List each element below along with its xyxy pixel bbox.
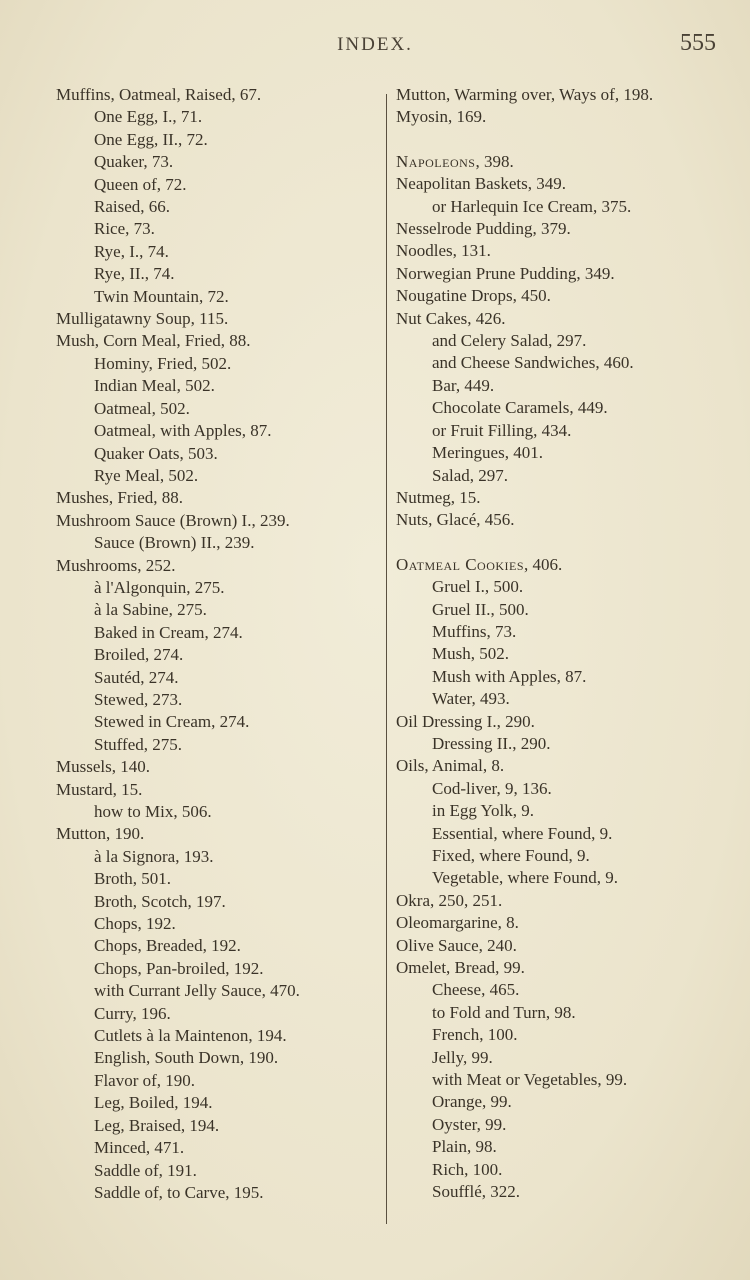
index-subentry: Indian Meal, 502. — [94, 376, 215, 396]
index-subentry: Soufflé, 322. — [432, 1182, 520, 1202]
index-subentry: and Celery Salad, 297. — [432, 331, 587, 351]
index-subentry: à la Sabine, 275. — [94, 600, 207, 620]
index-entry: Mutton, 190. — [56, 824, 145, 844]
index-entry: Olive Sauce, 240. — [396, 935, 517, 955]
index-entry: Oil Dressing I., 290. — [396, 711, 535, 731]
section-gap — [396, 129, 726, 151]
index-subentry: Gruel I., 500. — [432, 577, 524, 597]
index-subentry: Jelly, 99. — [432, 1047, 493, 1067]
index-entry: Myosin, 169. — [396, 107, 487, 127]
index-entry: Mustard, 15. — [56, 779, 143, 799]
index-subentry: Chops, Breaded, 192. — [94, 936, 241, 956]
index-column-right — [396, 84, 726, 1204]
index-subentry: Oatmeal, 502. — [94, 398, 190, 418]
index-subentry: Mush, 502. — [432, 644, 509, 664]
index-subentry: with Currant Jelly Sauce, 470. — [94, 981, 300, 1001]
index-subentry: Cheese, 465. — [432, 980, 520, 1000]
index-subentry: Cod-liver, 9, 136. — [432, 778, 552, 798]
index-subentry: and Cheese Sandwiches, 460. — [432, 353, 634, 373]
index-entry: Mutton, Warming over, Ways of, 198. — [396, 85, 654, 104]
index-subentry: Salad, 297. — [432, 465, 509, 485]
index-entry: Oleomargarine, 8. — [396, 913, 519, 933]
index-subentry: Rye Meal, 502. — [94, 465, 199, 485]
index-entry: Omelet, Bread, 99. — [396, 958, 525, 978]
index-subentry: Broth, Scotch, 197. — [94, 891, 226, 911]
index-subentry: Broiled, 274. — [94, 645, 184, 665]
index-subentry: Chops, Pan-broiled, 192. — [94, 958, 264, 978]
index-subentry: Bar, 449. — [432, 375, 495, 395]
index-subentry: Sautéd, 274. — [94, 667, 179, 687]
index-subentry: Flavor of, 190. — [94, 1070, 196, 1090]
index-subentry: Chocolate Caramels, 449. — [432, 398, 608, 418]
index-subentry: Rye, I., 74. — [94, 241, 169, 261]
index-subentry: in Egg Yolk, 9. — [432, 801, 535, 821]
index-subentry: Leg, Boiled, 194. — [94, 1093, 213, 1113]
section-head-page: , 406. — [524, 554, 563, 574]
index-subentry: Cutlets à la Maintenon, 194. — [94, 1026, 287, 1046]
index-subentry: Broth, 501. — [94, 869, 171, 889]
index-subentry: Minced, 471. — [94, 1138, 185, 1158]
index-subentry: Fixed, where Found, 9. — [432, 846, 590, 865]
index-subentry: Essential, where Found, 9. — [432, 823, 613, 843]
index-subentry: à l'Algonquin, 275. — [94, 577, 225, 597]
index-column-left — [56, 84, 376, 1204]
index-subentry: how to Mix, 506. — [94, 802, 212, 821]
index-subentry: Vegetable, where Found, 9. — [432, 868, 619, 888]
index-subentry: French, 100. — [432, 1025, 518, 1045]
index-entry: Nuts, Glacé, 456. — [396, 510, 515, 530]
index-subentry: Chops, 192. — [94, 914, 176, 934]
index-subentry: Sauce (Brown) II., 239. — [94, 533, 255, 553]
section-head-word: Napoleons — [396, 151, 476, 171]
index-subentry: Rice, 73. — [94, 219, 155, 239]
index-subentry: Gruel II., 500. — [432, 599, 529, 619]
running-header: INDEX. — [337, 34, 413, 55]
index-entry: Okra, 250, 251. — [396, 890, 503, 910]
index-subentry: Quaker Oats, 503. — [94, 443, 218, 463]
index-subentry: Stewed, 273. — [94, 689, 183, 709]
index-subentry: English, South Down, 190. — [94, 1048, 279, 1068]
index-entry: Noodles, 131. — [396, 241, 491, 261]
index-subentry: Stuffed, 275. — [94, 734, 182, 754]
index-subentry: Oyster, 99. — [432, 1114, 507, 1134]
index-subentry: Raised, 66. — [94, 197, 171, 217]
index-subentry: Hominy, Fried, 502. — [94, 353, 232, 373]
index-entry: Mushrooms, 252. — [56, 555, 176, 575]
index-subentry: or Fruit Filling, 434. — [432, 420, 572, 440]
section-head-entry — [396, 554, 726, 576]
index-subentry: or Harlequin Ice Cream, 375. — [432, 196, 632, 216]
index-entry: Mulligatawny Soup, 115. — [56, 309, 229, 329]
index-entry: Mussels, 140. — [56, 757, 150, 777]
index-subentry: Meringues, 401. — [432, 443, 543, 463]
index-subentry: One Egg, II., 72. — [94, 129, 208, 149]
index-subentry: Saddle of, 191. — [94, 1160, 197, 1180]
index-subentry: Twin Mountain, 72. — [94, 286, 229, 306]
index-entry: Mush, Corn Meal, Fried, 88. — [56, 331, 251, 351]
index-subentry: Stewed in Cream, 274. — [94, 712, 250, 732]
index-subentry: Plain, 98. — [432, 1137, 497, 1157]
section-gap — [396, 532, 726, 554]
index-subentry: with Meat or Vegetables, 99. — [432, 1070, 628, 1090]
index-subentry: One Egg, I., 71. — [94, 107, 203, 127]
section-head-page: , 398. — [475, 151, 514, 171]
section-head-word: Oatmeal Cookies — [396, 554, 525, 574]
index-subentry: Leg, Braised, 194. — [94, 1115, 220, 1135]
index-subentry: Saddle of, to Carve, 195. — [94, 1182, 264, 1202]
page-number: 555 — [680, 30, 716, 56]
index-subentry: Queen of, 72. — [94, 174, 187, 194]
index-subentry: Oatmeal, with Apples, 87. — [94, 421, 272, 441]
index-entry: Oils, Animal, 8. — [396, 756, 505, 776]
index-subentry: Muffins, 73. — [432, 621, 517, 641]
index-subentry: à la Signora, 193. — [94, 846, 214, 866]
index-subentry: Curry, 196. — [94, 1003, 171, 1023]
index-entry: Muffins, Oatmeal, Raised, 67. — [56, 85, 262, 104]
index-subentry: Orange, 99. — [432, 1092, 512, 1112]
index-subentry: Dressing II., 290. — [432, 733, 551, 753]
index-entry: Nutmeg, 15. — [396, 487, 481, 507]
index-entry: Neapolitan Baskets, 349. — [396, 174, 566, 194]
index-subentry: Rye, II., 74. — [94, 264, 175, 284]
section-head-entry — [396, 151, 726, 173]
index-entry: Nut Cakes, 426. — [396, 308, 506, 328]
index-entry: Nesselrode Pudding, 379. — [396, 219, 571, 239]
index-subentry: Mush with Apples, 87. — [432, 666, 587, 686]
index-entry: Nougatine Drops, 450. — [396, 286, 551, 306]
index-subentry: Quaker, 73. — [94, 152, 174, 172]
index-entry: Mushes, Fried, 88. — [56, 488, 184, 508]
index-subentry: Baked in Cream, 274. — [94, 622, 243, 642]
column-divider — [386, 94, 387, 1224]
index-entry: Norwegian Prune Pudding, 349. — [396, 263, 615, 283]
index-entry: Mushroom Sauce (Brown) I., 239. — [56, 510, 290, 530]
index-subentry: to Fold and Turn, 98. — [432, 1002, 576, 1022]
index-subentry: Water, 493. — [432, 689, 510, 709]
index-subentry: Rich, 100. — [432, 1159, 503, 1179]
